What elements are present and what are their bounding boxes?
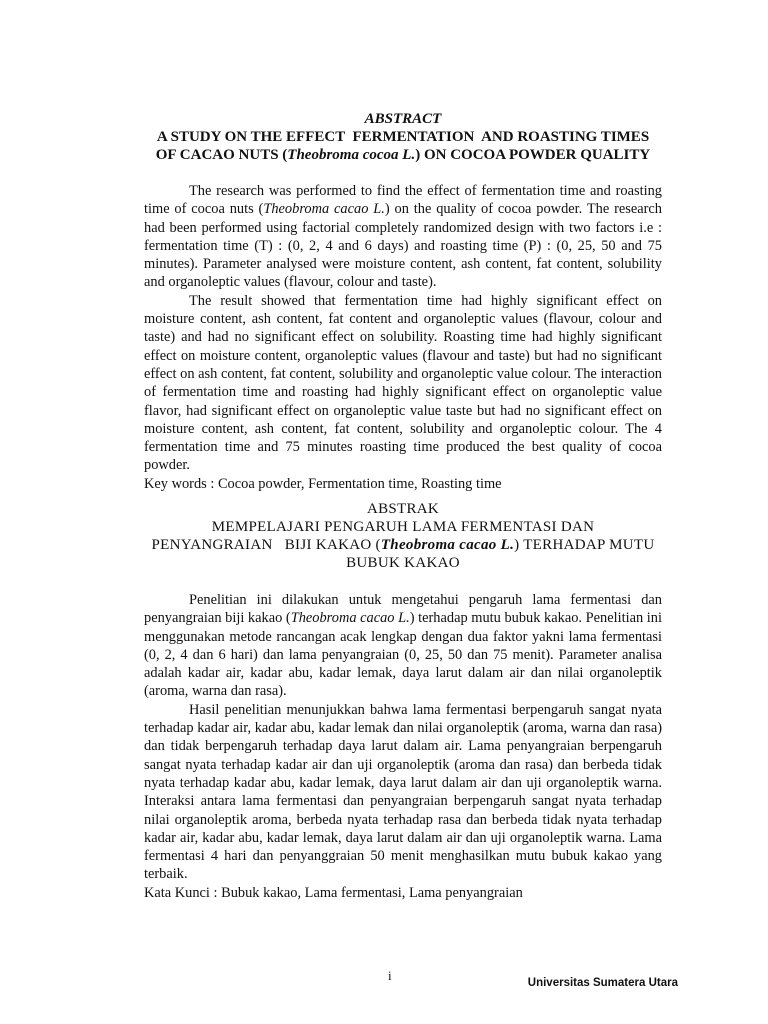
abstrak-paragraph-2: Hasil penelitian menunjukkan bahwa lama fermentasi berpengaruh sangat nyata terhadap kadar air, kadar abu, kadar lemak dan nilai organoleptik (aroma, warna dan rasa) dan tidak berpengaruh terhadap daya larut dalam air. Lama penyangraian berpengaruh sangat nyata terhadap kadar air dan uji organoleptik (aroma dan rasa) dan berbeda tidak nyata terhadap kadar abu, kadar lemak, daya larut dalam air dan uji organoleptik warna. Interaksi antara lama fermentasi dan penyangraian berpengaruh sangat nyata terhadap nilai organoleptik aroma, berbeda nyata terhadap rasa dan berbeda tidak nyata terhadap kadar air, kadar abu, kadar lemak, daya larut dalam air dan uji organoleptik warna. Lama fermentasi 4 hari dan penyanggraian 50 menit menghasilkan mutu bubuk kakao yang terbaik. bbox=[144, 701, 662, 883]
abstrak-title-line3: BUBUK KAKAO bbox=[346, 555, 460, 571]
abstrak-title-line2: PENYANGRAIAN BIJI KAKAO (Theobroma cacao L.) TERHADAP MUTU bbox=[151, 537, 655, 553]
abstrak-paragraph-1: Penelitian ini dilakukan untuk mengetahui pengaruh lama fermentasi dan penyangraian biji kakao (Theobroma cacao L.) terhadap mutu bubuk kakao. Penelitian ini menggunakan metode rancangan acak lengkap dengan dua faktor yakni lama fermentasi (0, 2, 4 dan 6 hari) dan lama penyangraian (0, 25, 50 dan 75 menit). Parameter analisa adalah kadar air, kadar abu, kadar lemak, daya larut dalam air dan nilai organoleptik (aroma, warna dan rasa). bbox=[144, 592, 662, 700]
abstrak-label: ABSTRAK bbox=[366, 501, 440, 517]
abstract-heading bbox=[144, 110, 662, 164]
abstrak-heading bbox=[144, 500, 662, 572]
abstract-paragraph-1: The research was performed to find the effect of fermentation time and roasting time of cocoa nuts (Theobroma cacao L.) on the quality of cocoa powder. The research had been performed using factorial completely randomized design with two factors i.e : fermentation time (T) : (0, 2, 4 and 6 days) and roasting time (P) : (0, 25, 50 and 75 minutes). Parameter analysed were moisture content, ash content, fat content, solubility and organoleptic values (flavour, colour and taste). bbox=[144, 183, 663, 291]
page-number: i bbox=[388, 968, 392, 983]
abstract-title-line2: OF CACAO NUTS (Theobroma cocoa L.) ON COCOA POWDER QUALITY bbox=[155, 147, 651, 163]
abstract-title-line1: A STUDY ON THE EFFECT FERMENTATION AND ROASTING TIMES bbox=[156, 129, 650, 145]
university-watermark: Universitas Sumatera Utara bbox=[527, 977, 678, 989]
abstract-paragraph-2: The result showed that fermentation time had highly significant effect on moisture content, ash content, fat content and organoleptic values (flavour, colour and taste) and had no significant effect on solubility. Roasting time had highly significant effect on moisture content, organoleptic values (flavour and taste) but had no significant effect on ash content, fat content, solubility and organoleptic value colour. The interaction of fermentation time and roasting had highly significant effect on organoleptic value flavor, had significant effect on organoleptic value taste but had no significant effect on moisture content, ash content, fat content, solubility and organoleptic colour. The 4 fermentation time and 75 minutes roasting time produced the best quality of cocoa powder. bbox=[144, 292, 662, 474]
abstrak-title-line1: MEMPELAJARI PENGARUH LAMA FERMENTASI DAN bbox=[211, 519, 595, 535]
abstract-body bbox=[144, 182, 662, 493]
abstract-label: ABSTRACT bbox=[364, 111, 442, 127]
abstrak-keywords: Kata Kunci : Bubuk kakao, Lama fermentasi, Lama penyangraian bbox=[144, 884, 523, 901]
abstract-keywords: Key words : Cocoa powder, Fermentation time, Roasting time bbox=[144, 475, 502, 492]
abstrak-body bbox=[144, 591, 662, 902]
